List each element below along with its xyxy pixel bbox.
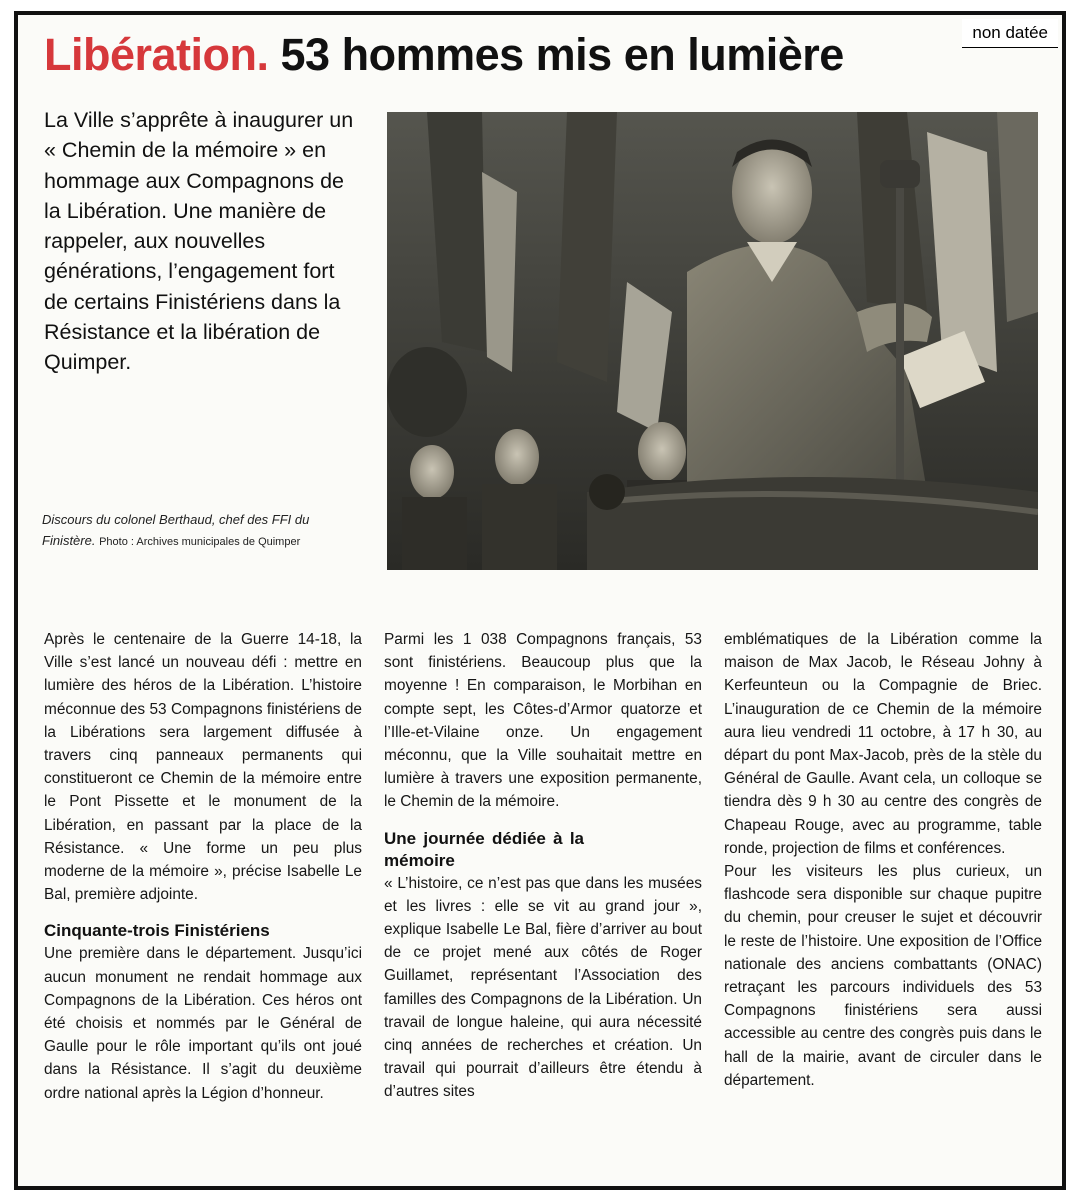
col1-subheading: Cinquante-trois Finistériens: [44, 921, 270, 941]
speech-photo-illustration: [387, 112, 1038, 570]
headline-prefix: Libération.: [44, 29, 269, 80]
date-stamp: non datée: [962, 19, 1058, 48]
col2-subheading: Une journée dédiée à la mémoire: [384, 828, 584, 870]
photo-credit: Photo : Archives municipales de Quimper: [99, 536, 301, 548]
caption-text: Discours du colonel Berthaud, chef des FFI du Finistère.: [42, 512, 310, 548]
col1-paragraph-2: Une première dans le département. Jusqu’ici aucun monument ne rendait hommage aux Compagnons de la Libération. Ces héros ont été choisis et nommés par le Général de Gaulle pour le rôle important qu’ils ont joué dans la Résistance. Il s’agit du deuxième ordre national après la Légion d’honneur.: [44, 945, 362, 1102]
col2-paragraph-1: Parmi les 1 038 Compagnons français, 53 sont finistériens. Beaucoup plus que la moyenne ! En comparaison, le Morbihan en compte sept, les Côtes-d’Armor quatorze et l’Ille-et-Vilaine onze. Un engagement méconnu, que la Ville souhaitait mettre en lumière à travers une exposition permanente, le Chemin de la mémoire.: [384, 631, 702, 811]
archive-photo: [387, 112, 1038, 570]
article-column-3: [724, 628, 1042, 1092]
col2-paragraph-2: « L’histoire, ce n’est pas que dans les musées et les livres : elle se vit au grand jour », explique Isabelle Le Bal, fière d’arriver au bout de ce projet mené aux côtés de Roger Guillamet, représentant l’Association des familles des Compagnons de la Libération. Un travail de longue haleine, qui aura nécessité cinq années de recherches et création. Un travail qui pourrait d’ailleurs être étendu à d’autres sites: [384, 874, 702, 1101]
clipping-frame: [14, 11, 1066, 1190]
lede-paragraph: La Ville s’apprête à inaugurer un « Chemin de la mémoire » en hommage aux Compagnons de la Libération. Une manière de rappeler, aux nouvelles générations, l’engagement fort de certains Finistériens dans la Résistance et la libération de Quimper.: [44, 108, 354, 375]
col3-paragraph-1: emblématiques de la Libération comme la maison de Max Jacob, le Réseau Johny à Kerfeunteun ou la Compagnie de Briec. L’inauguration de ce Chemin de la mémoire aura lieu vendredi 11 octobre, à 17 h 30, au départ du pont Max-Jacob, près de la stèle du Général de Gaulle. Avant cela, un colloque se tiendra dès 9 h 30 au centre des congrès de Chapeau Rouge, avec au programme, table ronde, projection de films et conférences.: [724, 631, 1042, 857]
headline: [44, 29, 844, 81]
article-column-1: [44, 628, 362, 1105]
col1-paragraph-1: Après le centenaire de la Guerre 14-18, la Ville s’est lancé un nouveau défi : mettre en lumière des héros de la Libération. L’histoire méconnue des 53 Compagnons finistériens de la Libérations sera largement diffusée à travers cinq panneaux permanents qui constitueront ce Chemin de la mémoire entre le Pont Pissette et le monument de la Libération, en passant par la place de la Résistance. « Une forme un peu plus moderne de la mémoire », précise Isabelle Le Bal, première adjointe.: [44, 631, 362, 904]
headline-title: 53 hommes mis en lumière: [280, 29, 844, 80]
photo-caption: [42, 509, 362, 553]
col3-paragraph-2: Pour les visiteurs les plus curieux, un flashcode sera disponible sur chaque pupitre du chemin, pour creuser le sujet et découvrir le reste de l’histoire. Une exposition de l’Office nationale des anciens combattants (ONAC) retraçant les parcours individuels des 53 Compagnons finistériens sera aussi accessible au centre des congrès puis dans le hall de la mairie, avant de circuler dans le département.: [724, 863, 1042, 1089]
article-column-2: [384, 628, 702, 1104]
